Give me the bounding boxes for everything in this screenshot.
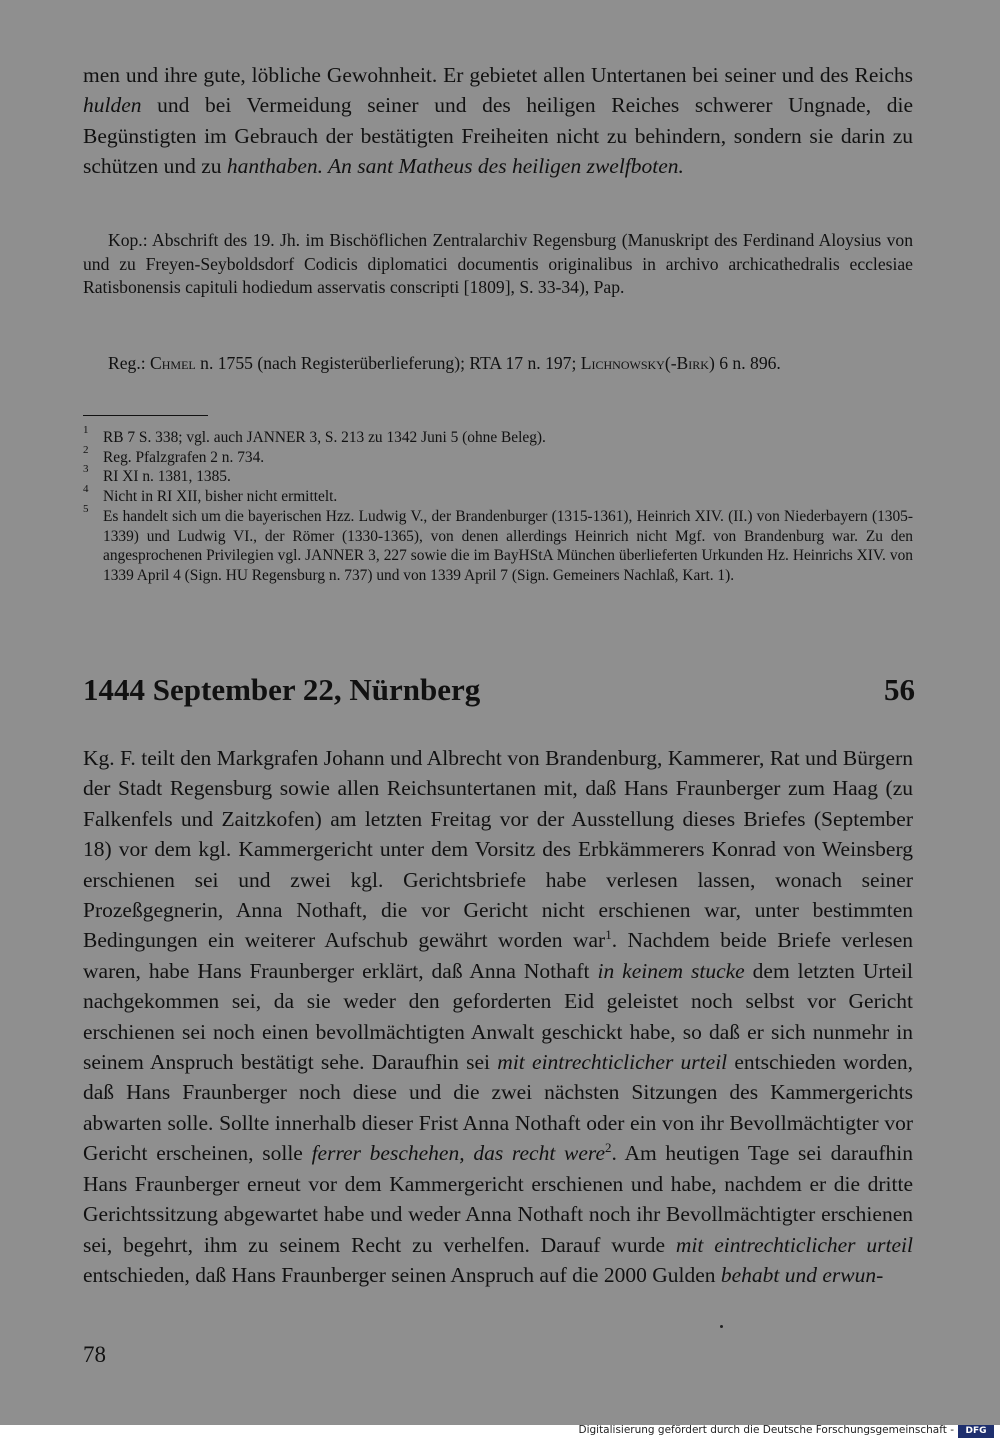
- reg-lichnowsky: Lichnowsky(-Birk): [580, 353, 715, 373]
- reg-chmel: Chmel: [150, 353, 196, 373]
- reg-note: [83, 352, 913, 376]
- main-text-part: dem letzten Urteil nachgekommen sei, da sie weder den geforderten Eid geleistet noch selbst vor Gericht erschienen sei noch einen bevollmächtigten Anwalt geschickt habe, so daß er sich nunmehr in seinem Anspruch bestätigt sehe. Daraufhin sei: [83, 958, 913, 1075]
- footnote-text: Es handelt sich um die bayerischen Hzz. Ludwig V., der Brandenburger (1315-1361), Heinrich XIV. (II.) von Niederbayern (1305-1339) und Ludwig VI., der Römer (1330-1365), von denen allerdings Heinrich nicht Mgf. von Brandenburg war. Zu den angesprochenen Privilegien vgl. JANNER 3, 227 sowie die im BayHStA München überlieferten Urkunden Hz. Heinrichs XIV. von 1339 April 4 (Sign. HU Regensburg n. 737) und von 1339 April 7 (Sign. Gemeiners Nachlaß, Kart. 1).: [103, 507, 913, 584]
- main-paragraph: [83, 743, 913, 1290]
- footnote-marker: 4: [83, 483, 89, 496]
- main-italic: mit eintrechticlicher urteil: [675, 1232, 913, 1257]
- page-number: 78: [83, 1342, 106, 1367]
- document-number: 56: [884, 672, 915, 707]
- digitization-credit: Digitalisierung gefördert durch die Deutsche Forschungsgemeinschaft -: [578, 1424, 954, 1436]
- footnote-ref: 2: [605, 1140, 612, 1156]
- intro-italic-hulden: hulden: [83, 93, 142, 118]
- main-italic: behabt und erwun-: [720, 1262, 884, 1287]
- main-text-part: . Nachdem beide Briefe verlesen waren, habe Hans Fraunberger erklärt, daß Anna Nothaft: [83, 928, 913, 983]
- intro-paragraph: [83, 60, 913, 182]
- footnote: [83, 463, 913, 487]
- footnote-text: RI XI n. 1381, 1385.: [103, 468, 231, 486]
- main-italic: ferrer beschehen, das recht were: [311, 1141, 606, 1166]
- main-text-part: entschieden worden, daß Hans Fraunberger noch diese und die zwei nächsten Sitzungen des Kammergerichts abwarten solle. Sollte innerhalb dieser Frist Anna Nothaft oder ein von ihr Bevollmächtigter vor Gericht erscheinen, solle: [83, 1050, 913, 1166]
- main-text-part: Kg. F. teilt den Markgrafen Johann und Albrecht von Brandenburg, Kammerer, Rat und Bürgern der Stadt Regensburg sowie allen Reichsuntertanen mit, daß Hans Fraunberger zum Haag (zu Falkenfels und Zaitzkofen) am letzten Freitag vor der Ausstellung dieses Briefes (September 18) vor dem kgl. Kammergericht unter dem Vorsitz des Erbkämmerers Konrad von Weinsberg erschienen sei und zwei kgl. Gerichtsbriefe habe verlesen lassen, wonach seiner Prozeßgegnerin, Anna Nothaft, die vor Gericht nicht erschienen war, unter bestimmten Bedingungen ein weiterer Aufschub gewährt worden war: [83, 746, 913, 953]
- footnote-text: Nicht in RI XII, bisher nicht ermittelt.: [103, 488, 338, 506]
- main-text-part: entschieden, daß Hans Fraunberger seinen Anspruch auf die 2000 Gulden: [83, 1262, 721, 1287]
- main-text: [83, 743, 913, 1290]
- footnote: [83, 502, 913, 586]
- reg-text: [83, 352, 913, 376]
- main-italic: in keinem stucke: [597, 958, 745, 983]
- footnote: [83, 483, 913, 507]
- intro-text-part: men und ihre gute, löbliche Gewohnheit. Er gebietet allen Untertanen bei seiner und des Reichs: [83, 63, 913, 87]
- kop-note: [83, 229, 913, 300]
- footnote: [83, 443, 913, 468]
- reg-text-part: n. 1755 (nach Registerüberlieferung); RTA 17 n. 197;: [195, 353, 581, 373]
- footnote-marker: 3: [83, 463, 89, 476]
- footnote-text: Reg. Pfalzgrafen 2 n. 734.: [103, 448, 265, 466]
- dfg-logo: DFG: [958, 1425, 994, 1438]
- document-heading: [83, 670, 915, 710]
- footnote-marker: 2: [83, 443, 89, 456]
- scan-speck: [720, 1325, 723, 1328]
- kop-text: Kop.: Abschrift des 19. Jh. im Bischöflichen Zentralarchiv Regensburg (Manuskript des Ferdinand Aloysius von und zu Freyen-Seyboldsdorf Codicis diplomatici documentis originalibus in archivo archicathedralis ecclesiae Ratisbonensis capituli hodiedum asservatis conscripti [1809], S. 33-34), Pap.: [83, 230, 913, 298]
- footnote-ref: 1: [605, 927, 612, 943]
- intro-italic-closing: hanthaben. An sant Matheus des heiligen zwelfboten.: [226, 154, 684, 179]
- main-italic: mit eintrechticlicher urteil: [497, 1050, 728, 1075]
- footnote-marker: 5: [83, 502, 89, 515]
- footnote-text: RB 7 S. 338; vgl. auch JANNER 3, S. 213 zu 1342 Juni 5 (ohne Beleg).: [103, 429, 546, 446]
- heading-title: 1444 September 22, Nürnberg: [83, 672, 481, 707]
- intro-text: [83, 60, 913, 182]
- reg-text-part: 6 n. 896.: [714, 353, 781, 373]
- footnote-marker: 1: [83, 424, 89, 436]
- footnote-list: [83, 424, 913, 586]
- footnote-divider: [83, 415, 208, 416]
- reg-text-part: Reg.:: [108, 353, 151, 373]
- intro-text-part: und bei Vermeidung seiner und des heiligen Reiches schwerer Ungnade, die Begünstigten im Gebrauch der bestätigten Freiheiten nicht zu behindern, sondern sie darin zu schützen und zu: [83, 93, 913, 179]
- main-text-part: . Am heutigen Tage sei daraufhin Hans Fraunberger erneut vor dem Kammergericht erschienen und habe, nachdem er die dritte Gerichtssitzung abgewartet habe und weder Anna Nothaft noch ihr Bevollmächtigter erschienen sei, begehrt, ihm zu seinem Recht zu verhelfen. Darauf wurde: [83, 1141, 914, 1257]
- footnote: [83, 424, 913, 448]
